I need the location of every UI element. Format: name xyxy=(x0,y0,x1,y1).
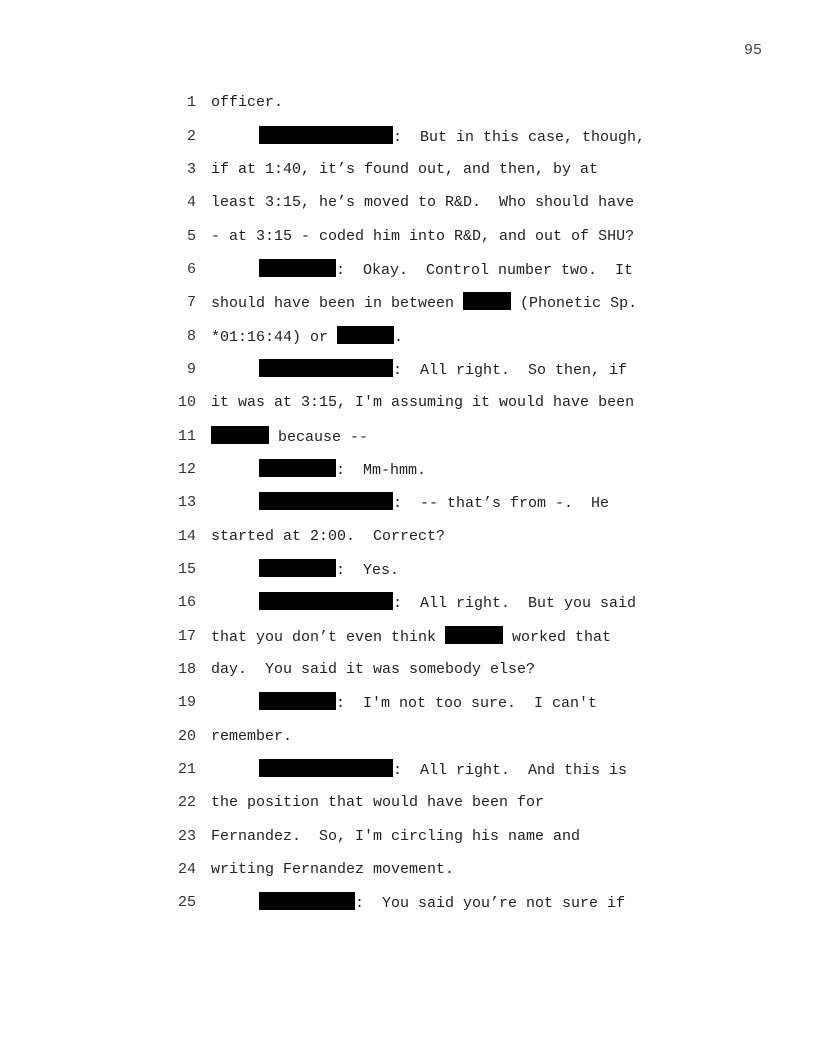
transcript-line xyxy=(0,792,816,814)
line-text-segment: (Phonetic Sp. xyxy=(511,295,638,312)
line-text-segment: *01:16:44) or xyxy=(211,329,338,346)
line-text xyxy=(211,426,368,449)
line-number: 14 xyxy=(177,528,196,545)
line-number: 1 xyxy=(186,94,196,111)
line-number: 3 xyxy=(186,161,196,178)
line-text: started at 2:00. Correct? xyxy=(211,528,446,545)
transcript-line xyxy=(0,759,816,781)
line-text-segment: should have been in between xyxy=(211,295,464,312)
line-text-segment: worked that xyxy=(503,629,612,646)
transcript-line xyxy=(0,359,816,381)
line-number: 23 xyxy=(177,828,196,845)
transcript-line xyxy=(0,159,816,181)
redaction-bar xyxy=(211,426,269,444)
transcript-line xyxy=(0,692,816,714)
line-text xyxy=(211,292,637,315)
line-text xyxy=(211,359,627,382)
line-number: 18 xyxy=(177,661,196,678)
line-text xyxy=(211,892,625,915)
redaction-bar xyxy=(259,692,336,710)
line-text: the position that would have been for xyxy=(211,794,545,811)
line-text: it was at 3:15, I'm assuming it would have been xyxy=(211,394,635,411)
transcript-line xyxy=(0,226,816,248)
line-number: 7 xyxy=(186,294,196,311)
line-text-segment: . xyxy=(394,329,404,346)
line-text-segment: : All right. So then, if xyxy=(393,362,628,379)
transcript-line xyxy=(0,392,816,414)
line-text-segment: : But in this case, though, xyxy=(393,129,646,146)
redaction-bar xyxy=(463,292,511,310)
transcript-line xyxy=(0,859,816,881)
transcript-line xyxy=(0,192,816,214)
line-text-segment: : All right. And this is xyxy=(393,762,628,779)
line-number: 21 xyxy=(177,761,196,778)
redaction-bar xyxy=(259,359,393,377)
line-text-segment: : All right. But you said xyxy=(393,595,637,612)
line-text-segment: because -- xyxy=(269,429,369,446)
line-number: 9 xyxy=(186,361,196,378)
redaction-bar xyxy=(259,459,336,477)
line-text: writing Fernandez movement. xyxy=(211,861,455,878)
transcript-line xyxy=(0,626,816,648)
line-text-segment: : Mm-hmm. xyxy=(336,462,427,479)
redaction-bar xyxy=(259,492,393,510)
transcript-line xyxy=(0,492,816,514)
line-text: remember. xyxy=(211,728,293,745)
redaction-bar xyxy=(337,326,394,344)
line-text xyxy=(211,626,611,649)
line-text: officer. xyxy=(211,94,284,111)
redaction-bar xyxy=(259,126,393,144)
transcript-line xyxy=(0,259,816,281)
line-number: 25 xyxy=(177,894,196,911)
transcript-line xyxy=(0,659,816,681)
page-number: 95 xyxy=(743,42,762,59)
transcript-line xyxy=(0,459,816,481)
transcript-line xyxy=(0,726,816,748)
line-text-segment: : -- that’s from -. He xyxy=(393,495,610,512)
line-text xyxy=(211,126,645,149)
transcript-line xyxy=(0,592,816,614)
line-text: least 3:15, he’s moved to R&D. Who should have xyxy=(211,194,635,211)
line-text xyxy=(211,259,633,282)
redaction-bar xyxy=(259,759,393,777)
transcript-line xyxy=(0,126,816,148)
redaction-bar xyxy=(259,892,355,910)
transcript-line xyxy=(0,326,816,348)
line-number: 19 xyxy=(177,694,196,711)
line-text xyxy=(211,692,597,715)
line-text-segment: : Yes. xyxy=(336,562,400,579)
line-text: Fernandez. So, I'm circling his name and xyxy=(211,828,581,845)
line-number: 11 xyxy=(177,428,196,445)
redaction-bar xyxy=(259,592,393,610)
line-number: 13 xyxy=(177,494,196,511)
line-number: 4 xyxy=(186,194,196,211)
line-number: 8 xyxy=(186,328,196,345)
line-text-segment: : You said you’re not sure if xyxy=(355,895,626,912)
transcript-line xyxy=(0,826,816,848)
line-text-segment: that you don’t even think xyxy=(211,629,446,646)
redaction-bar xyxy=(445,626,503,644)
line-text xyxy=(211,559,399,582)
line-number: 22 xyxy=(177,794,196,811)
line-number: 2 xyxy=(186,128,196,145)
redaction-bar xyxy=(259,259,336,277)
line-text xyxy=(211,326,403,349)
transcript-line xyxy=(0,559,816,581)
line-text: if at 1:40, it’s found out, and then, by at xyxy=(211,161,599,178)
transcript-line xyxy=(0,426,816,448)
line-number: 17 xyxy=(177,628,196,645)
transcript-line xyxy=(0,92,816,114)
line-number: 20 xyxy=(177,728,196,745)
line-text-segment: : Okay. Control number two. It xyxy=(336,262,634,279)
transcript-line xyxy=(0,892,816,914)
line-text xyxy=(211,759,627,782)
line-text xyxy=(211,492,609,515)
line-number: 24 xyxy=(177,861,196,878)
line-number: 5 xyxy=(186,228,196,245)
line-text: - at 3:15 - coded him into R&D, and out of SHU? xyxy=(211,228,635,245)
transcript-line xyxy=(0,526,816,548)
line-number: 10 xyxy=(177,394,196,411)
line-number: 6 xyxy=(186,261,196,278)
line-text: day. You said it was somebody else? xyxy=(211,661,536,678)
line-text xyxy=(211,459,426,482)
redaction-bar xyxy=(259,559,336,577)
line-text-segment: : I'm not too sure. I can't xyxy=(336,695,598,712)
line-number: 12 xyxy=(177,461,196,478)
line-text xyxy=(211,592,636,615)
transcript-line xyxy=(0,292,816,314)
line-number: 16 xyxy=(177,594,196,611)
line-number: 15 xyxy=(177,561,196,578)
